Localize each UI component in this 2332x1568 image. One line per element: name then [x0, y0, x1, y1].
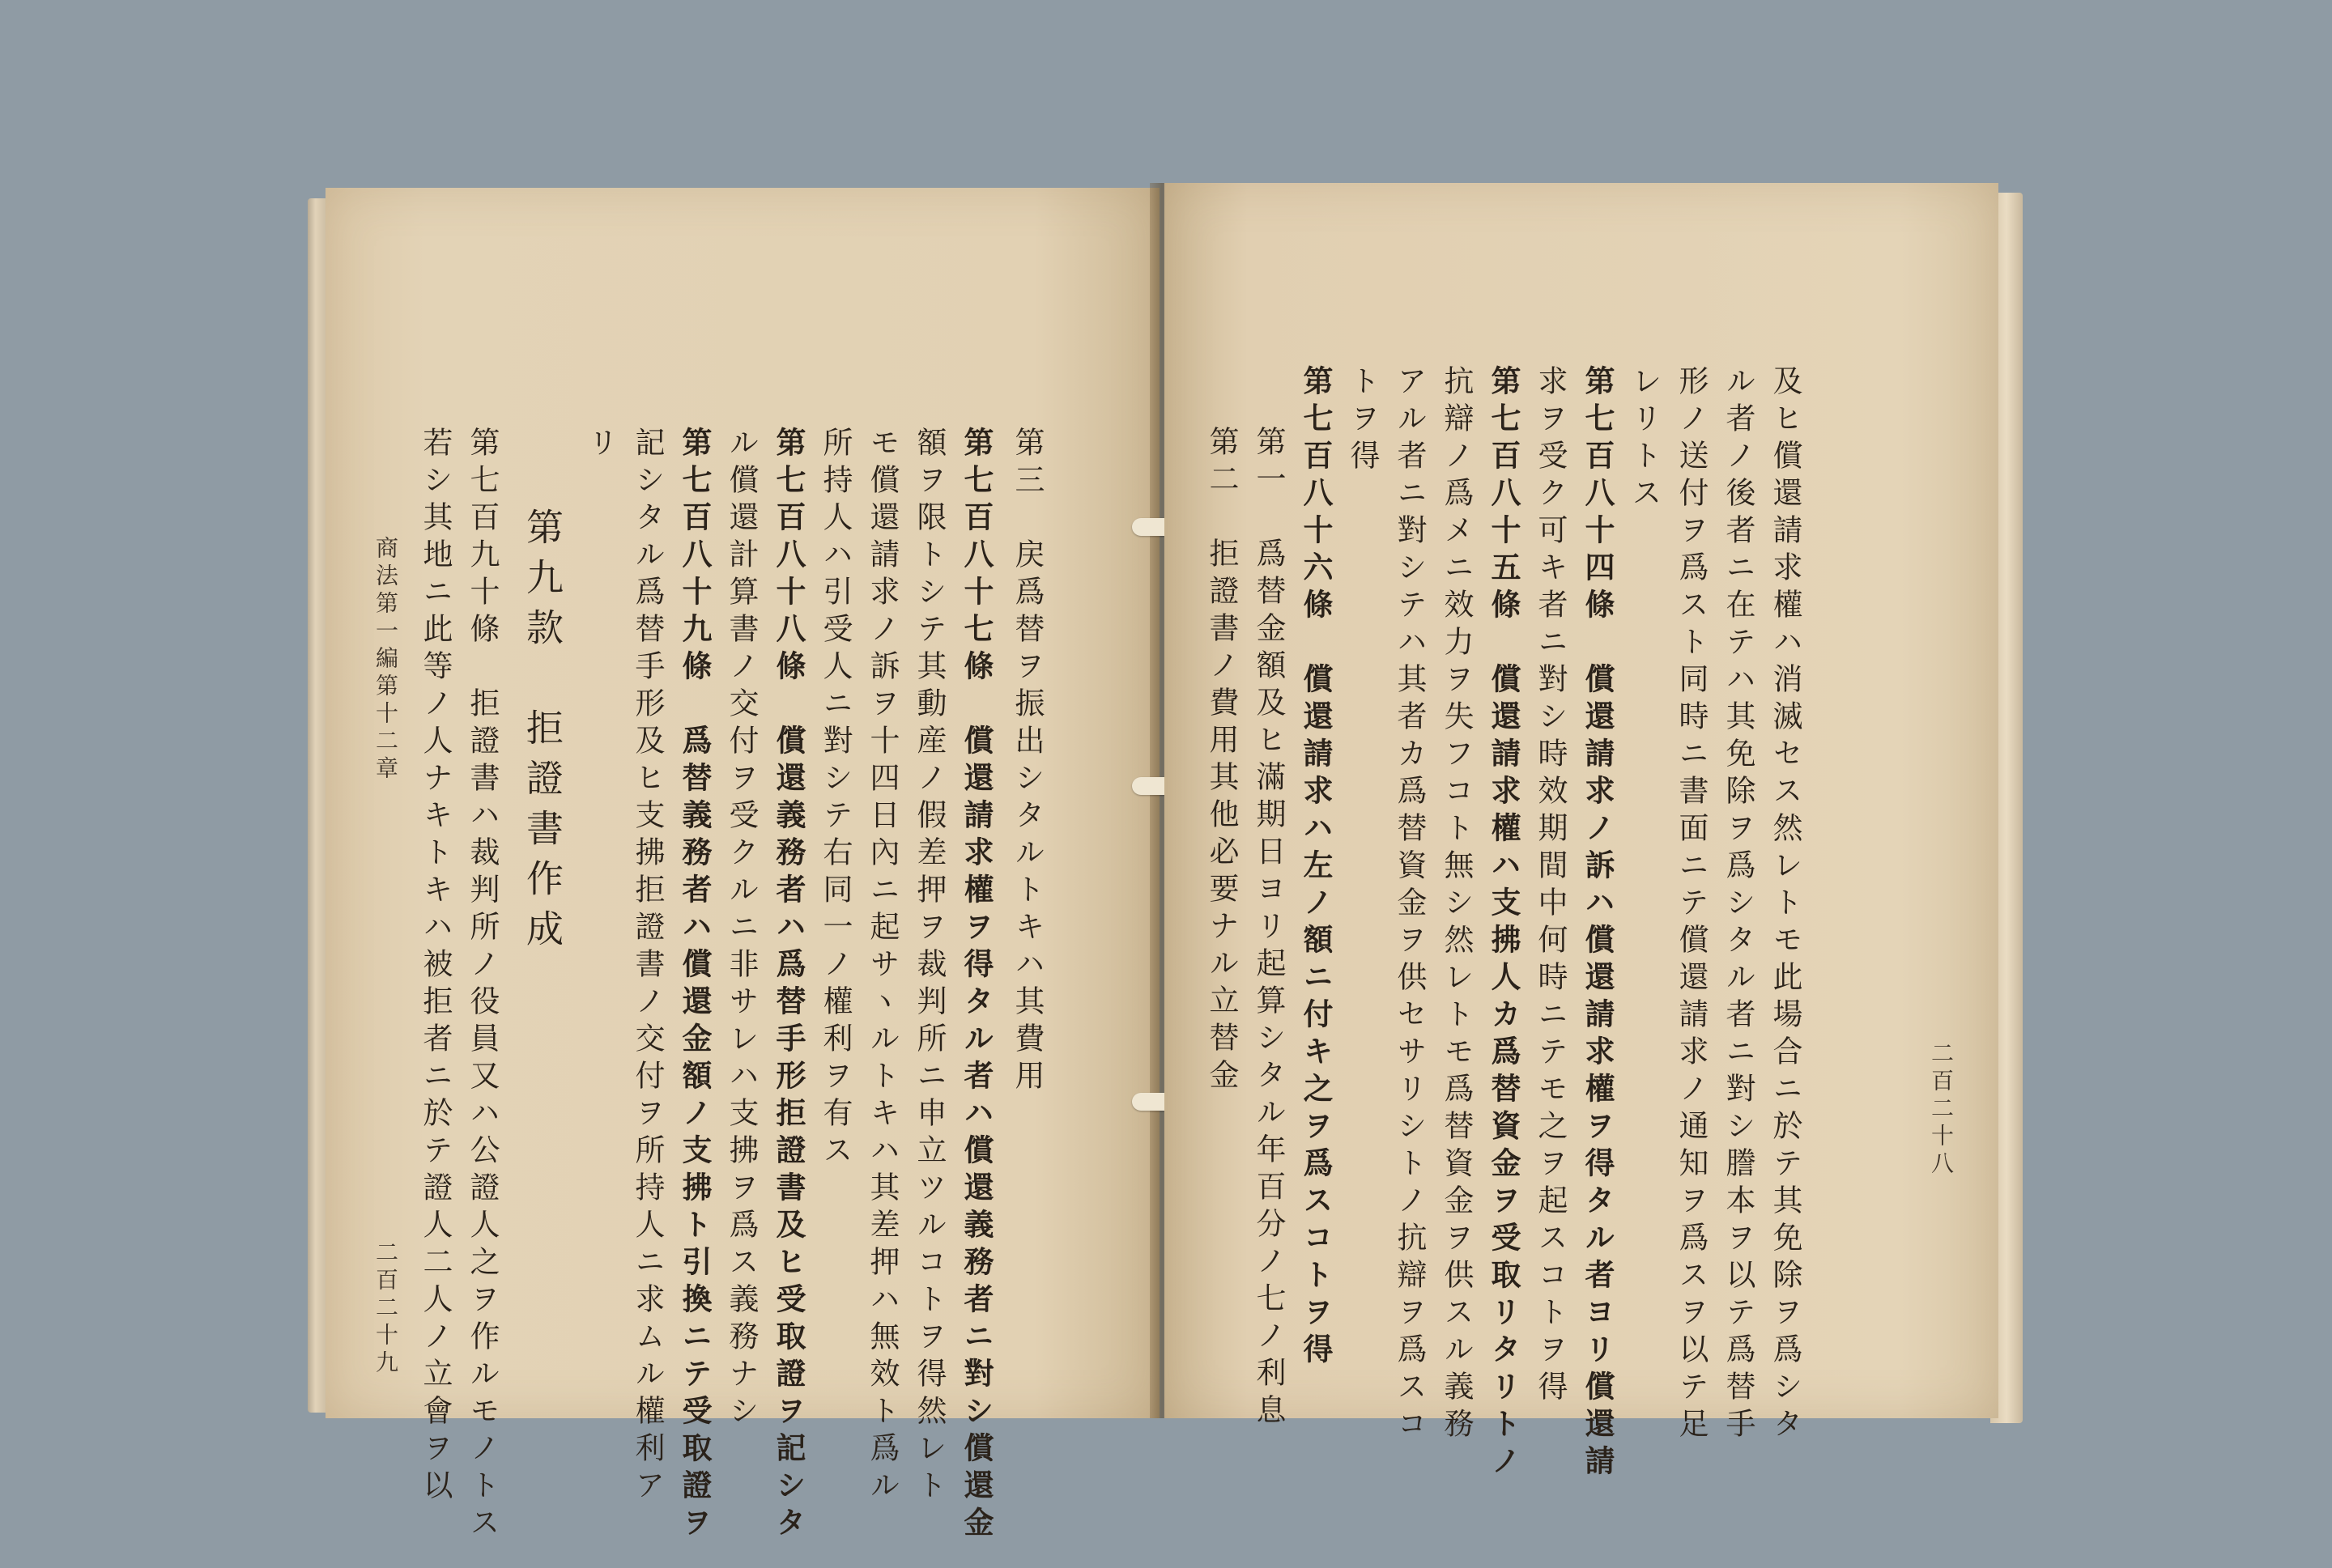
text-column: リ — [583, 427, 618, 464]
article-column: 第七百九十條 拒證書ハ裁判所ノ役員又ハ公證人之ヲ作ルモノトス — [465, 427, 500, 1544]
article-column: 第七百八十七條 償還請求權ヲ得タル者ハ償還義務者ニ對シ償還金 — [959, 427, 994, 1544]
text-column: 及ヒ償還請求權ハ消滅セス然レトモ此場合ニ於テ其免除ヲ爲シタ — [1768, 365, 1802, 1445]
section-heading: 第九款 拒證書作成 — [521, 508, 564, 959]
article-column: 第七百八十五條 償還請求權ハ支拂人カ爲替資金ヲ受取リタリトノ — [1486, 365, 1521, 1482]
left-page — [326, 188, 1160, 1544]
text-column: 形ノ送付ヲ爲スト同時ニ書面ニテ償還請求ノ通知ヲ爲スヲ以テ足 — [1674, 365, 1709, 1445]
article-column: 第七百八十四條 償還請求ノ訴ハ償還請求權ヲ得タル者ヨリ償還請 — [1580, 365, 1615, 1482]
left-page-stack-edge — [308, 198, 327, 1413]
page-number: 二百二十八 — [1928, 1041, 1955, 1179]
text-column: 抗辯ノ爲メニ效力ヲ失フコト無シ然レトモ爲替資金ヲ供スル義務 — [1439, 365, 1474, 1445]
article-column: 第七百八十八條 償還義務者ハ爲替手形拒證書及ヒ受取證ヲ記シタ — [771, 427, 806, 1544]
text-column: ル者ノ後者ニ在テハ其免除ヲ爲シタル者ニ對シ謄本ヲ以テ爲替手 — [1721, 365, 1755, 1445]
text-column: 求ヲ受ク可キ者ニ對シ時效期間中何時ニテモ之ヲ起スコトヲ得 — [1533, 365, 1568, 1408]
article-column: 第七百八十六條 償還請求ハ左ノ額ニ付キ之ヲ爲スコトヲ得 — [1298, 365, 1334, 1370]
text-column: 第一 爲替金額及ヒ滿期日ヨリ起算シタル年百分ノ七ノ利息 — [1251, 426, 1286, 1431]
text-column: トヲ得 — [1345, 365, 1380, 477]
text-column: アル者ニ對シテハ其者カ爲替資金ヲ供セサリシトノ抗辯ヲ爲スコ — [1392, 365, 1427, 1445]
text-column: 記シタル爲替手形及ヒ支拂拒證書ノ交付ヲ所持人ニ求ムル權利ア — [630, 427, 665, 1506]
text-column: ル償還計算書ノ交付ヲ受クルニ非サレハ支拂ヲ爲ス義務ナシ — [724, 427, 759, 1432]
right-page — [1164, 183, 1998, 1482]
text-column: 所持人ハ引受人ニ對シテ右同一ノ權利ヲ有ス — [818, 427, 853, 1171]
text-column: 若シ其地ニ此等ノ人ナキトキハ被拒者ニ於テ證人二人ノ立會ヲ以 — [418, 427, 453, 1506]
text-column: レリトス — [1627, 365, 1662, 514]
text-column: 第三 戻爲替ヲ振出シタルトキハ其費用 — [1010, 427, 1045, 1097]
text-column: 額ヲ限トシテ其動産ノ假差押ヲ裁判所ニ申立ツルコトヲ得然レト — [912, 427, 947, 1506]
article-column: 第七百八十九條 爲替義務者ハ償還金額ノ支拂ト引換ニテ受取證ヲ — [677, 427, 713, 1544]
text-column: 第二 拒證書ノ費用其他必要ナル立替金 — [1204, 426, 1239, 1096]
page-number: 二百二十九 — [372, 1240, 399, 1378]
running-title: 商法第一編第十二章 — [372, 536, 399, 784]
text-column: モ償還請求ノ訴ヲ十四日內ニ起サヽルトキハ其差押ハ無效ト爲ル — [865, 427, 900, 1506]
